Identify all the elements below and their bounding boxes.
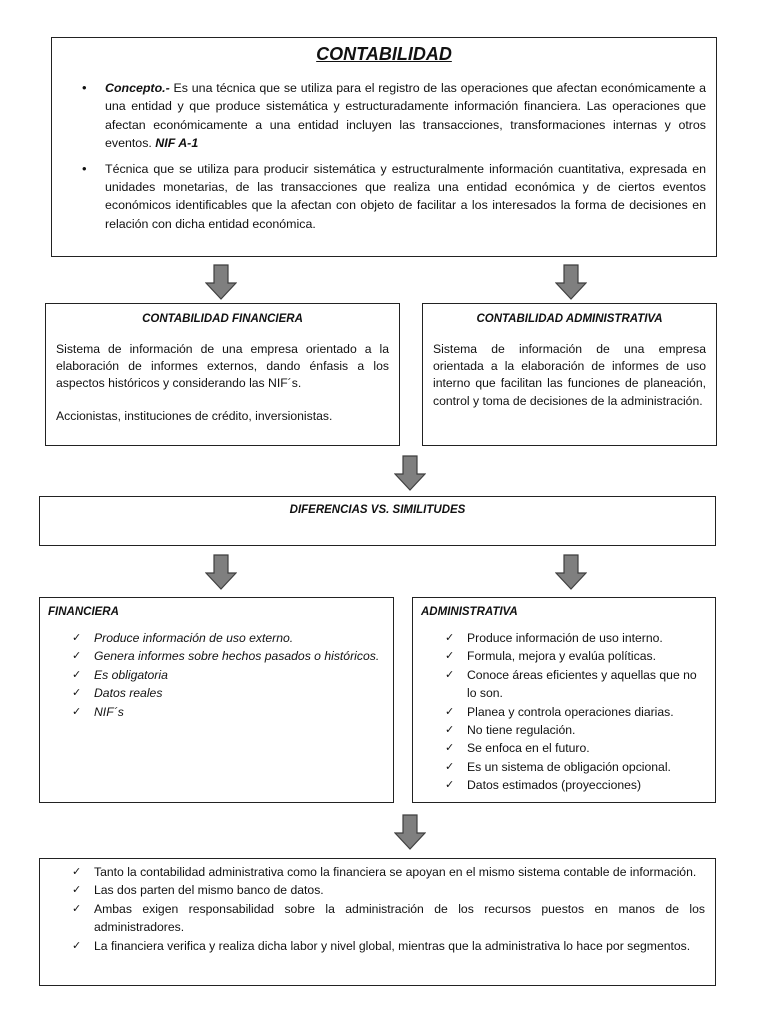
concept-bullets	[80, 79, 706, 240]
financial-accounting-box	[45, 303, 400, 446]
list-item: ✓ Datos reales	[68, 684, 387, 702]
managerial-differences-list	[441, 629, 709, 795]
managerial-differences-box	[412, 597, 716, 803]
managerial-accounting-box	[422, 303, 717, 446]
financial-accounting-users: Accionistas, instituciones de crédito, inversionistas.	[56, 409, 333, 423]
down-arrow-icon	[205, 554, 237, 590]
financial-accounting-title: CONTABILIDAD FINANCIERA	[142, 313, 303, 325]
list-item: ✓ No tiene regulación.	[441, 721, 709, 739]
financial-differences-list	[68, 629, 387, 721]
concept-bullet-definition	[80, 79, 706, 153]
comparison-title: DIFERENCIAS VS. SIMILITUDES	[289, 504, 466, 516]
technique-text: Técnica que se utiliza para producir sistemática y estructuralmente información cuantitativa, expresada en unidades monetarias, de las transacciones que realiza una entidad económica y de ciertos eventos económicos identificables que la afectan con objeto de facilitar a los interesados la forma de decisiones en relación con dicha entidad económica.	[105, 161, 706, 231]
managerial-differences-title: ADMINISTRATIVA	[421, 606, 518, 618]
list-item: ✓ Tanto la contabilidad administrativa como la financiera se apoyan en el mismo sistema contable de información.	[68, 863, 705, 881]
financial-accounting-definition: Sistema de información de una empresa orientado a la elaboración de informes externos, dando énfasis a los aspectos históricos y considerando las NIF´s.	[56, 342, 389, 391]
list-item: ✓ Produce información de uso externo.	[68, 629, 387, 647]
list-item: ✓ La financiera verifica y realiza dicha labor y nivel global, mientras que la administrativa lo hace por segmentos.	[68, 937, 705, 955]
list-item: ✓ Formula, mejora y evalúa políticas.	[441, 647, 709, 665]
page-title: CONTABILIDAD	[316, 44, 452, 64]
down-arrow-icon	[205, 264, 237, 300]
list-item: ✓ Las dos parten del mismo banco de datos.	[68, 881, 705, 899]
down-arrow-icon	[394, 814, 426, 850]
concept-reference: NIF A-1	[155, 136, 199, 151]
comparison-box	[39, 496, 716, 546]
list-item: ✓ Es obligatoria	[68, 666, 387, 684]
list-item: ✓ Datos estimados (proyecciones)	[441, 776, 709, 794]
concept-bullet-technique	[80, 160, 706, 234]
managerial-accounting-definition: Sistema de información de una empresa orientada a la elaboración de informes de uso interno que facilitan las funciones de planeación, control y toma de decisiones de la administración.	[433, 342, 706, 408]
down-arrow-icon	[555, 554, 587, 590]
concept-text: Es una técnica que se utiliza para el registro de las operaciones que afectan económicamente a una entidad y que produce sistemática y estructuradamente información financiera. Las operaciones que afectan económicamente a una entidad incluyen las transacciones, transformaciones internas y otros eventos.	[105, 81, 706, 151]
financial-differences-box	[39, 597, 394, 803]
financial-differences-title: FINANCIERA	[48, 606, 119, 618]
list-item: ✓ Planea y controla operaciones diarias.	[441, 703, 709, 721]
similarities-box	[39, 858, 716, 986]
list-item: ✓ Genera informes sobre hechos pasados o históricos.	[68, 647, 387, 665]
down-arrow-icon	[394, 455, 426, 491]
list-item: ✓ Produce información de uso interno.	[441, 629, 709, 647]
concept-label: Concepto.-	[105, 81, 170, 95]
concept-box	[51, 37, 717, 257]
list-item: ✓ Ambas exigen responsabilidad sobre la administración de los recursos puestos en manos de los administradores.	[68, 900, 705, 937]
list-item: ✓ Es un sistema de obligación opcional.	[441, 758, 709, 776]
similarities-list	[68, 863, 705, 955]
list-item: ✓ Se enfoca en el futuro.	[441, 739, 709, 757]
list-item: ✓ Conoce áreas eficientes y aquellas que no lo son.	[441, 666, 709, 703]
managerial-accounting-title: CONTABILIDAD ADMINISTRATIVA	[476, 313, 663, 325]
list-item: ✓ NIF´s	[68, 703, 387, 721]
down-arrow-icon	[555, 264, 587, 300]
